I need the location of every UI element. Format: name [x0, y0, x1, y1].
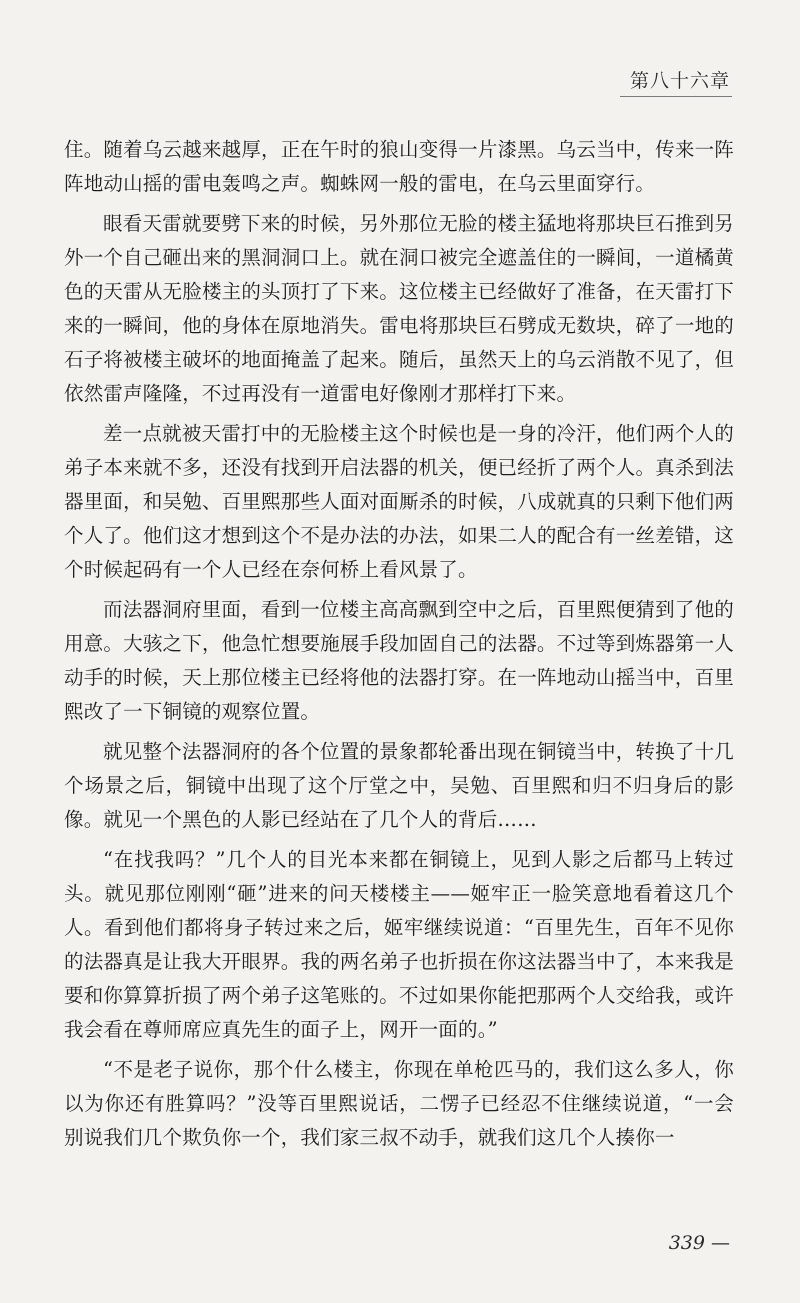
- paragraph: “在找我吗？”几个人的目光本来都在铜镜上，见到人影之后都马上转过头。就见那位刚刚“砸”进来的问天楼楼主——姬牢正一脸笑意地看着这几个人。看到他们都将身子转过来之后，姬牢继续说道：“百里先生，百年不见你的法器真是让我大开眼界。我的两名弟子也折损在你这法器当中了，本来我是要和你算算折损了两个弟子这笔账的。不过如果你能把那两个人交给我，或许我会看在尊师席应真先生的面子上，网开一面的。”: [64, 848, 734, 1041]
- page-number-dash: —: [711, 1232, 730, 1254]
- header-rule: [620, 96, 732, 97]
- page-footer: [669, 1232, 730, 1254]
- paragraph: 差一点就被天雷打中的无脸楼主这个时候也是一身的冷汗，他们两个人的弟子本来就不多，还没有找到开启法器的机关，便已经折了两个人。真杀到法器里面，和吴勉、百里熙那些人面对面厮杀的时候，八成就真的只剩下他们两个人了。他们这才想到这个不是办法的办法，如果二人的配合有一丝差错，这个时候起码有一个人已经在奈何桥上看风景了。: [64, 422, 734, 581]
- chapter-header: 第八十六章: [629, 70, 730, 92]
- paragraph: 就见整个法器洞府的各个位置的景象都轮番出现在铜镜当中，转换了十几个场景之后，铜镜中出现了这个厅堂之中，吴勉、百里熙和归不归身后的影像。就见一个黑色的人影已经站在了几个人的背后……: [64, 740, 734, 831]
- body-text: [64, 133, 734, 1161]
- page-number: 339: [668, 1232, 705, 1254]
- paragraph: 眼看天雷就要劈下来的时候，另外那位无脸的楼主猛地将那块巨石推到另外一个自己砸出来的黑洞洞口上。就在洞口被完全遮盖住的一瞬间，一道橘黄色的天雷从无脸楼主的头顶打了下来。这位楼主已经做好了准备，在天雷打下来的一瞬间，他的身体在原地消失。雷电将那块巨石劈成无数块，碎了一地的石子将被楼主破坏的地面掩盖了起来。随后，虽然天上的乌云消散不见了，但依然雷声隆隆，不过再没有一道雷电好像刚才那样打下来。: [64, 212, 734, 405]
- paragraph: “不是老子说你，那个什么楼主，你现在单枪匹马的，我们这么多人，你以为你还有胜算吗？”没等百里熙说话，二愣子已经忍不住继续说道，“一会别说我们几个欺负你一个，我们家三叔不动手，就我们这几个人揍你一: [64, 1058, 734, 1149]
- paragraph: 而法器洞府里面，看到一位楼主高高飘到空中之后，百里熙便猜到了他的用意。大骇之下，他急忙想要施展手段加固自己的法器。不过等到炼器第一人动手的时候，天上那位楼主已经将他的法器打穿。在一阵地动山摇当中，百里熙改了一下铜镜的观察位置。: [64, 598, 734, 723]
- paragraph: 住。随着乌云越来越厚，正在午时的狼山变得一片漆黑。乌云当中，传来一阵阵地动山摇的雷电轰鸣之声。蜘蛛网一般的雷电，在乌云里面穿行。: [64, 138, 734, 195]
